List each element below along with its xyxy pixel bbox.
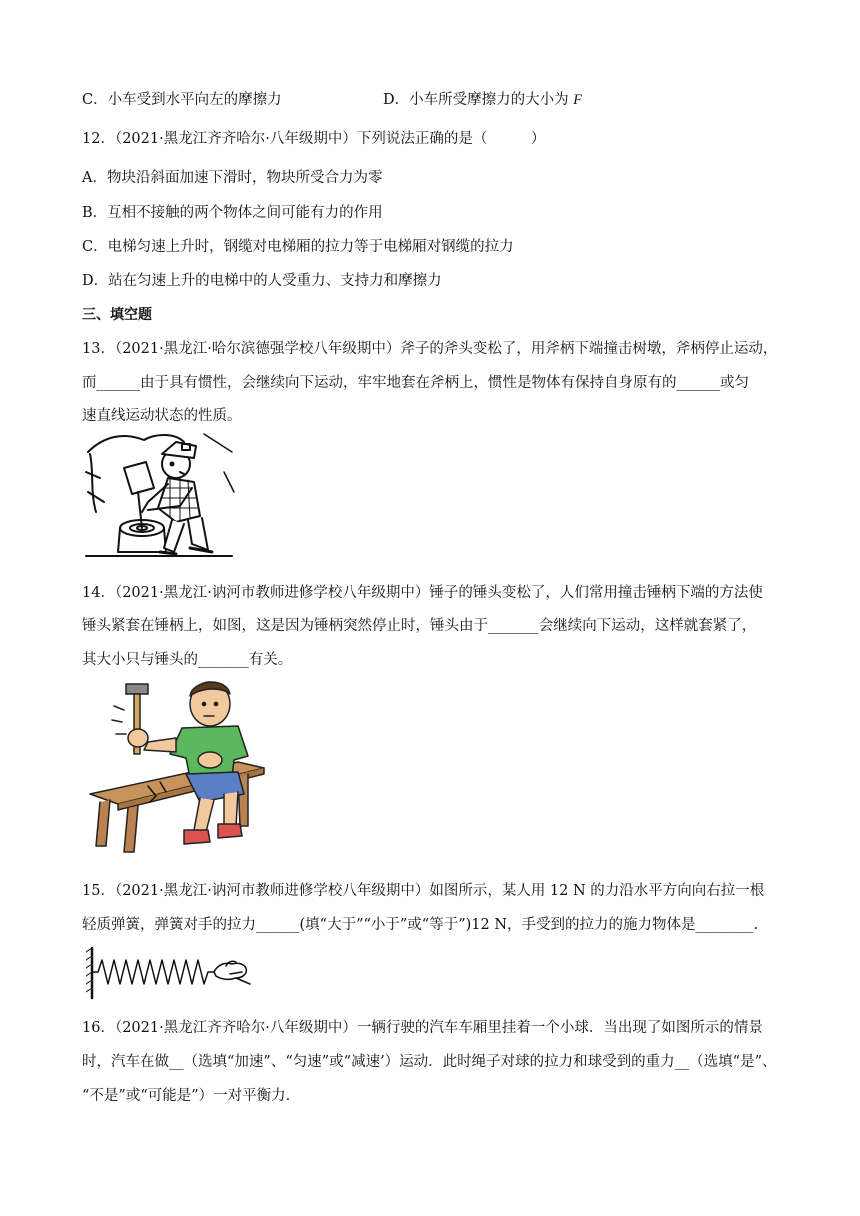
question-12-stem: 12．（2021·黑龙江齐齐哈尔·八年级期中）下列说法正确的是（ ） xyxy=(82,131,546,147)
question-13-line-3: 速直线运动状态的性质。 xyxy=(82,408,242,424)
question-12-option-d: D．站在匀速上升的电梯中的人受重力、支持力和摩擦力 xyxy=(82,273,442,289)
variable-f: F xyxy=(573,92,583,108)
question-15-line-1: 15．（2021·黑龙江·讷河市教师进修学校八年级期中）如图所示，某人用 12 N 的力沿水平方向向右拉一根 xyxy=(82,883,765,899)
axe-stump-illustration xyxy=(84,432,236,564)
question-12-option-b: B．互相不接触的两个物体之间可能有力的作用 xyxy=(82,205,383,221)
question-12-option-a: A．物块沿斜面加速下滑时，物块所受合力为零 xyxy=(82,170,383,186)
question-16-line-3: “不是”或“可能是”）一对平衡力. xyxy=(82,1088,291,1104)
question-16-line-1: 16．（2021·黑龙江齐齐哈尔·八年级期中）一辆行驶的汽车车厢里挂着一个小球．当出现了如图所示的情景 xyxy=(82,1020,763,1036)
question-12-option-c: C．电梯匀速上升时，钢缆对电梯厢的拉力等于电梯厢对钢缆的拉力 xyxy=(82,239,514,255)
question-16-line-2: 时，汽车在做__（选填“加速”、“匀速”或“减速’）运动．此时绳子对球的拉力和球受到的重力__（选填“是”、 xyxy=(82,1054,777,1070)
question-14-line-1: 14．（2021·黑龙江·讷河市教师进修学校八年级期中）锤子的锤头变松了，人们常用撞击锤柄下端的方法使 xyxy=(82,585,763,601)
question-15-line-2: 轻质弹簧，弹簧对手的拉力______(填“大于”“小于”或“等于”)12 N，手受到的拉力的施力物体是________. xyxy=(82,917,759,933)
question-13-line-1: 13．（2021·黑龙江·哈尔滨德强学校八年级期中）斧子的斧头变松了，用斧柄下端撞击树墩，斧柄停止运动， xyxy=(82,341,778,357)
question-14-line-3: 其大小只与锤头的_______有关。 xyxy=(82,652,293,668)
option-d-q11 xyxy=(383,90,582,110)
question-13-line-2: 而______由于具有惯性，会继续向下运动，牢牢地套在斧柄上，惯性是物体有保持自身原有的______或匀 xyxy=(82,375,749,391)
option-d-q11-text: D．小车所受摩擦力的大小为 xyxy=(383,92,574,108)
question-14-line-2: 锤头紧套在锤柄上，如图，这是因为锤柄突然停止时，锤头由于_______会继续向下运动，这样就套紧了， xyxy=(82,618,757,634)
hammer-bench-illustration xyxy=(88,676,268,856)
option-c-q11: C．小车受到水平向左的摩擦力 xyxy=(82,92,282,108)
spring-hand-illustration xyxy=(86,944,252,1000)
section-heading: 三、填空题 xyxy=(82,307,152,323)
